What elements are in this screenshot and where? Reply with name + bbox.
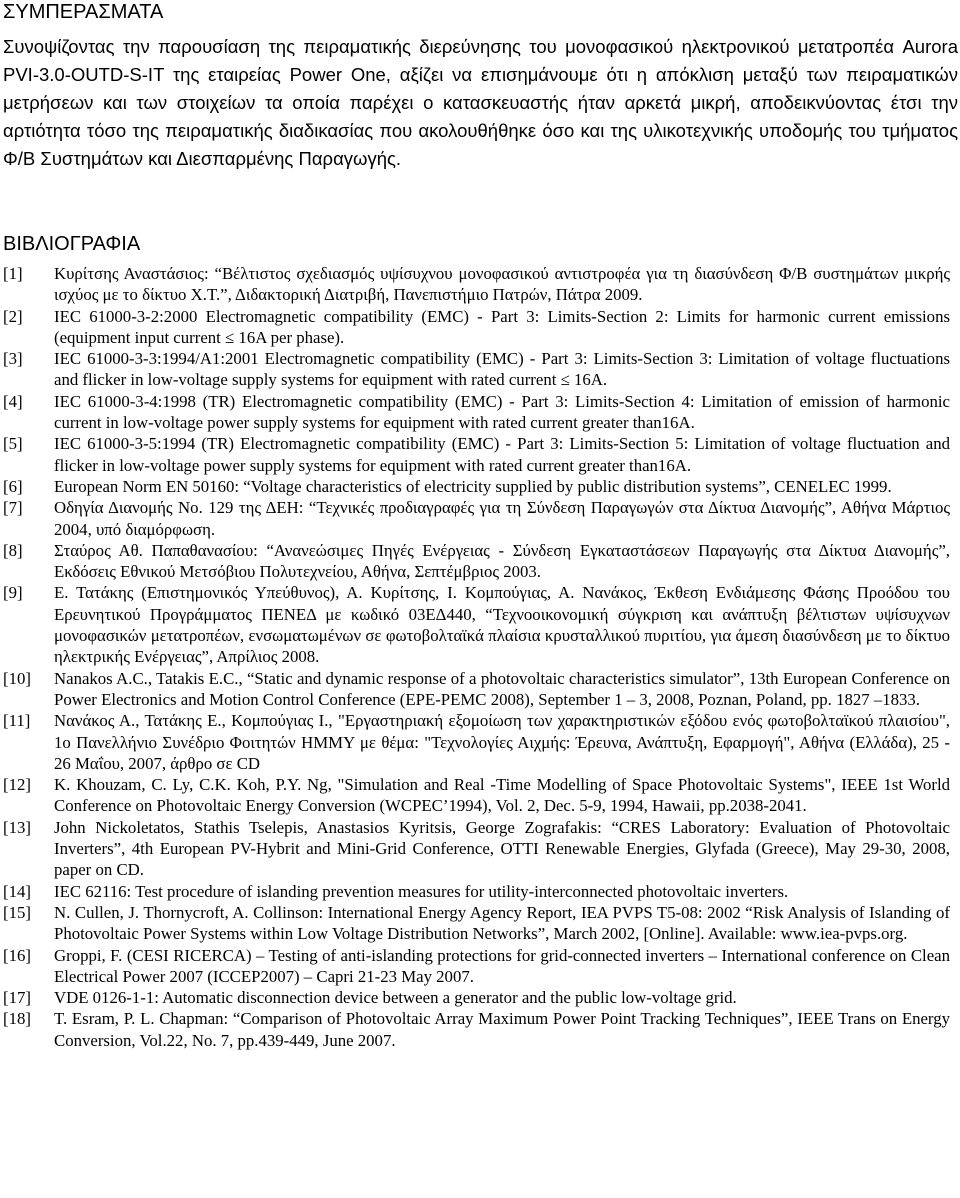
- reference-text: IEC 61000-3-4:1998 (TR) Electromagnetic compatibility (EMC) - Part 3: Limits-Section 4: Limitation of emission of harmonic current in low-voltage power supply systems for equipment with rated current greater than16A.: [54, 391, 950, 433]
- reference-number: [10]: [3, 668, 31, 688]
- reference-text: IEC 61000-3-5:1994 (TR) Electromagnetic compatibility (EMC) - Part 3: Limits-Section 5: Limitation of voltage fluctuation and flicker in low-voltage power supply systems for equipment with rated current greater than16A.: [54, 434, 950, 475]
- reference-number: [2]: [3, 306, 23, 326]
- reference-text: IEC 61000-3-3:1994/A1:2001 Electromagnetic compatibility (EMC) - Part 3: Limits-Section 3: Limitation of voltage fluctuations and flicker in low-voltage supply systems for equipment with rated current ≤ 16A.: [54, 349, 950, 390]
- reference-item: [3, 668, 950, 711]
- reference-item: [3, 476, 950, 497]
- reference-text: Nanakos A.C., Tatakis E.C., “Static and dynamic response of a photovoltaic characteristics simulator”, 13th European Conference on Power Electronics and Motion Control Conference (EPE-PEMC 2008), September 1 – 3, 2008, Poznan, Poland, pp. 1827 –1833.: [54, 668, 950, 709]
- reference-text: N. Cullen, J. Thornycroft, A. Collinson: International Energy Agency Report, IEA PVPS T5-08: 2002 “Risk Analysis of Islanding of Photovoltaic Power Systems within Low Voltage Distribution Networks”, March 2002, [Online]. Available: www.iea-pvps.org.: [54, 902, 950, 944]
- reference-text: Ε. Τατάκης (Επιστημονικός Υπεύθυνος), Α. Κυρίτσης, Ι. Κομπούγιας, Α. Νανάκος, Έκθεση Ενδιάμεσης Φάσης Προόδου του Ερευνητικού Προγράμματος ΠΕΝΕΔ με κωδικό 03ΕΔ440, “Τεχνοοικονομική σύγκριση και ανάπτυξη βέλτιστων υψίσυχνων μονοφασικών μετατροπέων, ενσωματωμένων σε φωτοβολταϊκά πλαίσια κρυσταλλικού πυριτίου, για άμεση διασύνδεση με το δίκτυο ηλεκτρικής Ενέργειας”, Απρίλιος 2008.: [54, 583, 950, 667]
- reference-item: [3, 348, 950, 391]
- reference-text: Groppi, F. (CESI RICERCA) – Testing of anti-islanding protections for grid-connected inverters – International conference on Clean Electrical Power 2007 (ICCEP2007) – Capri 21-23 May 2007.: [54, 945, 950, 986]
- reference-text: T. Esram, P. L. Chapman: “Comparison of Photovoltaic Array Maximum Power Point Tracking Techniques”, IEEE Trans on Energy Conversion, Vol.22, No. 7, pp.439-449, June 2007.: [54, 1009, 950, 1050]
- reference-item: [3, 433, 950, 476]
- reference-item: [3, 582, 950, 667]
- reference-text: Κυρίτσης Αναστάσιος: “Βέλτιστος σχεδιασμός υψίσυχνου μονοφασικού αντιστροφέα για τη διασύνδεση Φ/Β συστημάτων μικρής ισχύος με το δίκτυο Χ.Τ.”, Διδακτορική Διατριβή, Πανεπιστήμιο Πατρών, Πάτρα 2009.: [54, 264, 950, 305]
- reference-text: John Nickoletatos, Stathis Tselepis, Anastasios Kyritsis, George Zografakis: “CRES Laboratory: Evaluation of Photovoltaic Inverters”, 4th European PV-Hybrit and Mini-Grid Conference, OTTI Renewable Energies, Glyfada (Greece), May 29-30, 2008, paper on CD.: [54, 817, 950, 880]
- reference-number: [6]: [3, 476, 23, 496]
- reference-number: [12]: [3, 775, 31, 795]
- reference-number: [16]: [3, 945, 31, 965]
- reference-number: [11]: [3, 711, 31, 731]
- reference-number: [4]: [3, 391, 23, 411]
- reference-number: [3]: [3, 349, 23, 369]
- reference-text: K. Khouzam, C. Ly, C.K. Koh, P.Y. Ng, "Simulation and Real -Time Modelling of Space Photovoltaic Systems", IEEE 1st World Conference on Photovoltaic Energy Conversion (WCPEC’1994), Vol. 2, Dec. 5-9, 1994, Hawaii, pp.2038-2041.: [54, 775, 950, 816]
- reference-number: [9]: [3, 583, 23, 603]
- conclusions-paragraph: Συνοψίζοντας την παρουσίαση της πειραματικής διερεύνησης του μονοφασικού ηλεκτρονικού μετατροπέα Aurora PVI-3.0-OUTD-S-IT της εταιρείας Power One, αξίζει να επισημάνουμε ότι η απόκλιση μεταξύ των πειραματικών μετρήσεων και των στοιχείων τα οποία παρέχει ο κατασκευαστής ήταν αρκετά μικρή, αποδεικνύοντας έτσι την αρτιότητα τόσο της πειραματικής διαδικασίας που ακολουθήθηκε όσο και της υλικοτεχνικής υποδομής του τμήματος Φ/Β Συστημάτων και Διεσπαρμένης Παραγωγής.: [3, 36, 958, 169]
- reference-number: [7]: [3, 498, 23, 518]
- reference-item: [3, 1008, 950, 1051]
- reference-text: Σταύρος Αθ. Παπαθανασίου: “Ανανεώσιμες Πηγές Ενέργειας - Σύνδεση Εγκαταστάσεων Παραγωγής στα Δίκτυα Διανομής”, Εκδόσεις Εθνικού Μετσόβιου Πολυτεχνείου, Αθήνα, Σεπτέμβριος 2003.: [54, 540, 950, 582]
- reference-list: [3, 263, 950, 1051]
- reference-item: [3, 774, 950, 817]
- reference-item: [3, 497, 950, 540]
- bibliography-heading: ΒΙΒΛΙΟΓΡΑΦΙΑ: [3, 233, 141, 255]
- reference-number: [8]: [3, 540, 23, 560]
- reference-item: [3, 710, 950, 774]
- reference-item: [3, 902, 950, 945]
- reference-text: IEC 62116: Test procedure of islanding prevention measures for utility-interconnected photovoltaic inverters.: [54, 881, 789, 901]
- conclusions-heading: ΣΥΜΠΕΡΑΣΜΑΤΑ: [3, 1, 164, 23]
- reference-item: [3, 987, 950, 1008]
- reference-item: [3, 945, 950, 988]
- reference-number: [17]: [3, 988, 31, 1008]
- reference-item: [3, 306, 950, 349]
- reference-number: [18]: [3, 1009, 31, 1029]
- reference-item: [3, 391, 950, 434]
- reference-item: [3, 540, 950, 583]
- reference-number: [1]: [3, 264, 23, 283]
- reference-number: [13]: [3, 817, 31, 837]
- reference-number: [5]: [3, 434, 23, 454]
- reference-text: European Norm EN 50160: “Voltage characteristics of electricity supplied by public distribution systems”, CENELEC 1999.: [54, 476, 892, 496]
- reference-text: VDE 0126-1-1: Automatic disconnection device between a generator and the public low-voltage grid.: [54, 988, 737, 1008]
- reference-text: Νανάκος Α., Τατάκης Ε., Κομπούγιας Ι., "Εργαστηριακή εξομοίωση των χαρακτηριστικών εξόδου ενός φωτοβολταϊκού πλαισίου", 1ο Πανελλήνιο Συνέδριο Φοιτητών ΗΜΜΥ με θέμα: "Τεχνολογίες Αιχμής: Έρευνα, Ανάπτυξη, Εφαρμογή", Αθήνα (Ελλάδα), 25 - 26 Μαΐου, 2007, άρθρο σε CD: [54, 711, 950, 773]
- reference-text: IEC 61000-3-2:2000 Electromagnetic compatibility (EMC) - Part 3: Limits-Section 2: Limits for harmonic current emissions (equipment input current ≤ 16A per phase).: [54, 306, 950, 347]
- reference-item: [3, 817, 950, 881]
- reference-text: Οδηγία Διανομής Νο. 129 της ΔΕΗ: “Τεχνικές προδιαγραφές για τη Σύνδεση Παραγωγών στα Δίκτυα Διανομής”, Αθήνα Μάρτιος 2004, υπό διαμόρφωση.: [54, 498, 950, 539]
- reference-item: [3, 881, 950, 902]
- reference-item: [3, 263, 950, 306]
- reference-number: [14]: [3, 881, 31, 901]
- reference-number: [15]: [3, 902, 31, 922]
